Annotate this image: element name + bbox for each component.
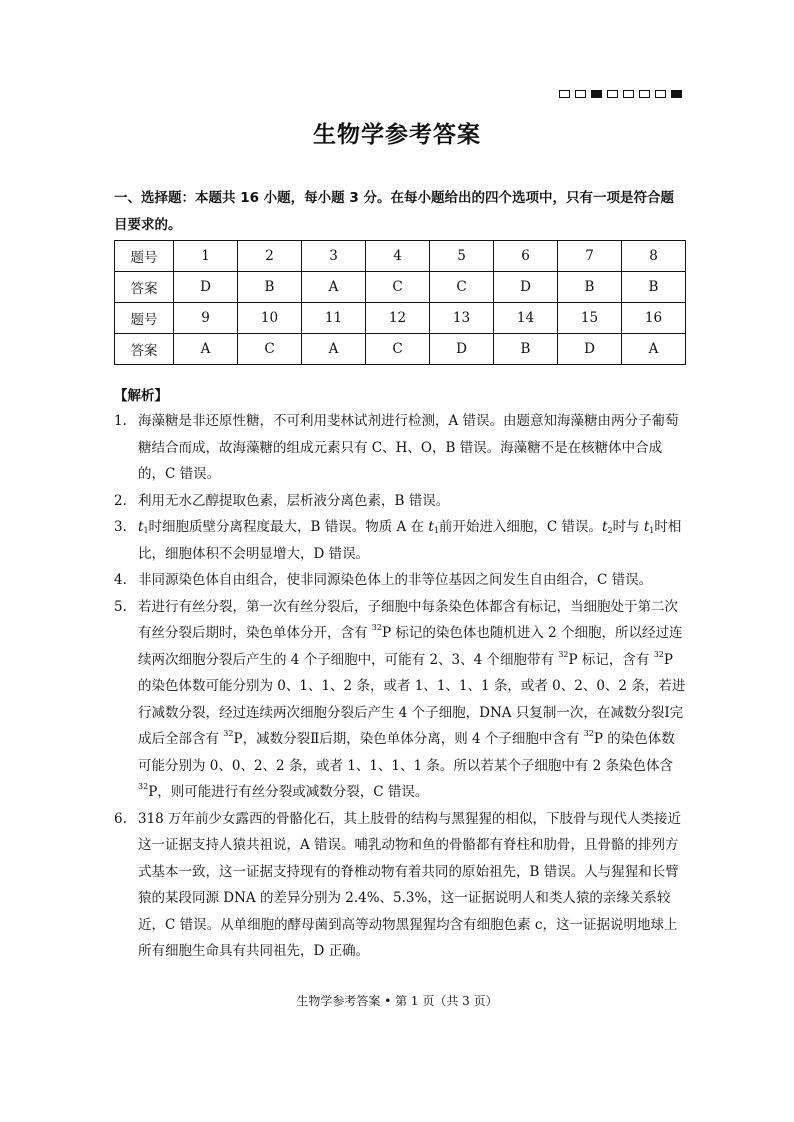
table-cell: A — [174, 334, 238, 365]
table-cell: 7 — [558, 241, 622, 272]
table-cell: A — [302, 272, 366, 303]
item-text: 时细胞质壁分离程度最大，B 错误。物质 A 在 — [148, 519, 429, 535]
table-cell: A — [622, 334, 686, 365]
t-symbol: t — [428, 519, 434, 535]
table-cell: C — [366, 334, 430, 365]
item-text: 若进行有丝分裂，第一次有丝分裂后，子细胞中每条染色体都含有标记，当细胞处于第二次有丝分裂后期时，染色单体分开，含有 — [138, 598, 678, 641]
code-box-empty — [639, 90, 650, 98]
element-p: P — [148, 784, 158, 800]
item-text: 非同源染色体自由组合，使非同源染色体上的非等位基因之间发生自由组合，C 错误。 — [138, 572, 653, 588]
element-p: P — [593, 731, 603, 747]
section-heading — [114, 185, 686, 239]
table-cell: C — [430, 272, 494, 303]
superscript: 32 — [558, 649, 569, 659]
subscript: 2 — [607, 526, 613, 535]
item-number: 2. — [114, 492, 127, 509]
table-cell: 3 — [302, 241, 366, 272]
table-cell: 11 — [302, 303, 366, 334]
table-row — [115, 334, 686, 365]
table-row-header: 题号 — [115, 303, 174, 334]
analysis-heading: 【解析】 — [114, 388, 168, 404]
table-cell: 12 — [366, 303, 430, 334]
table-cell: 9 — [174, 303, 238, 334]
subscript: 1 — [143, 526, 149, 535]
item-text: 利用无水乙醇提取色素，层析液分离色素，B 错误。 — [138, 492, 450, 509]
element-p: P — [663, 651, 673, 668]
table-cell: 15 — [558, 303, 622, 334]
table-row-header: 答案 — [115, 334, 174, 365]
superscript: 32 — [371, 623, 382, 632]
table-cell: D — [494, 272, 558, 303]
t-symbol: t — [643, 519, 650, 535]
item-text: 时相比，细胞体积不会明显增大，D 错误。 — [138, 519, 682, 562]
item-text: ，则可能进行有丝分裂或减数分裂，C 错误。 — [157, 784, 429, 800]
superscript: 32 — [583, 729, 594, 738]
item-text: 前开始进入细胞，C 错误。 — [438, 519, 603, 535]
analysis-list — [114, 408, 686, 965]
analysis-item-6 — [114, 806, 686, 965]
code-box-empty — [607, 90, 618, 98]
item-text: 标记，含有 — [577, 651, 654, 668]
t-symbol: t — [138, 519, 144, 535]
item-text: 时与 — [612, 519, 644, 535]
table-row — [115, 303, 686, 334]
element-p: P — [568, 651, 578, 668]
table-cell: B — [494, 334, 558, 365]
item-text: 标记的染色体也随机进入 2 个细胞，所以经过连续两次细胞分裂后产生的 4 个子细胞中，可能有 2、3、4 个细胞带有 — [138, 625, 683, 668]
item-number: 5. — [114, 598, 127, 615]
superscript: 32 — [653, 649, 664, 659]
item-number: 6. — [114, 810, 127, 827]
table-cell: 10 — [238, 303, 302, 334]
item-text: 的染色体数可能分别为 0、0、2、2 条，或者 1、1、1、1 条。所以若某个子细胞中有 2 条染色体含 — [138, 731, 675, 774]
table-row-header: 答案 — [115, 272, 174, 303]
table-cell: A — [302, 334, 366, 365]
table-cell: B — [558, 272, 622, 303]
table-cell: D — [558, 334, 622, 365]
table-row — [115, 241, 686, 272]
t-symbol: t — [602, 519, 608, 535]
code-box-filled — [591, 90, 602, 98]
element-p: P — [233, 731, 243, 747]
table-cell: 6 — [494, 241, 558, 272]
table-cell: D — [174, 272, 238, 303]
table-cell: 5 — [430, 241, 494, 272]
item-number: 1. — [114, 413, 127, 429]
superscript: 32 — [223, 729, 234, 738]
superscript: 32 — [138, 782, 149, 791]
code-box-empty — [575, 90, 586, 98]
element-p: P — [381, 625, 392, 641]
item-text: 318 万年前少女露西的骨骼化石，其上肢骨的结构与黑猩猩的相似，下肢骨与现代人类接近这一证据支持人猿共祖说，A 错误。哺乳动物和鱼的骨骼都有脊柱和肋骨，且骨骼的排列方式基本一致，这一证据支持现有的脊椎动物有着共同的原始祖先，B 错误。人与猩猩和长臂猿的某段同源 DNA 的差异分别为 2.4%、5.3%，这一证据说明人和类人猿的亲缘关系较近，C 错误。从单细胞的酵母菌到高等动物黑猩猩均含有细胞色素 c，这一证据说明地球上所有细胞生命具有共同祖先，D 正确。 — [138, 810, 682, 959]
table-cell: 14 — [494, 303, 558, 334]
table-cell: 2 — [238, 241, 302, 272]
section-heading-line2: 目要求的。 — [114, 217, 182, 233]
table-cell: 8 — [622, 241, 686, 272]
table-cell: B — [238, 272, 302, 303]
item-text: 的染色体数可能分别为 0、1、1、2 条，或者 1、1、1、1 条，或者 0、2、0、2 条，若进行减数分裂，经过连续两次细胞分裂后产生 4 个子细胞，DNA 只复制一次，在减数分裂Ⅰ完成后全部含有 — [138, 678, 686, 747]
exam-code-boxes — [559, 90, 682, 98]
analysis-item-1 — [114, 408, 686, 488]
item-text: 海藻糖是非还原性糖，不可利用斐林试剂进行检测，A 错误。由题意知海藻糖由两分子葡萄糖结合而成，故海藻糖的组成元素只有 C、H、O，B 错误。海藻糖不是在核糖体中合成的，C 错误。 — [138, 413, 679, 482]
table-row — [115, 272, 686, 303]
page-footer: 生物学参考答案 • 第 1 页（共 3 页） — [296, 994, 498, 1008]
table-cell: 13 — [430, 303, 494, 334]
code-box-filled — [671, 90, 682, 98]
subscript: 1 — [433, 526, 439, 535]
section-heading-line1: 一、选择题：本题共 16 小题，每小题 3 分。在每小题给出的四个选项中，只有一项是符合题 — [114, 190, 674, 206]
item-number: 4. — [114, 572, 127, 588]
table-cell: C — [366, 272, 430, 303]
code-box-empty — [559, 90, 570, 98]
table-cell: C — [238, 334, 302, 365]
table-row-header: 题号 — [115, 241, 174, 272]
subscript: 1 — [649, 526, 655, 535]
item-text: ，减数分裂Ⅱ后期，染色单体分离，则 4 个子细胞中含有 — [242, 731, 584, 747]
table-cell: B — [622, 272, 686, 303]
table-cell: 4 — [366, 241, 430, 272]
code-box-empty — [655, 90, 666, 98]
table-cell: 16 — [622, 303, 686, 334]
analysis-item-2 — [114, 488, 686, 515]
analysis-item-5 — [114, 594, 686, 806]
analysis-item-3 — [114, 514, 686, 567]
table-cell: 1 — [174, 241, 238, 272]
item-number: 3. — [114, 519, 127, 535]
table-cell: D — [430, 334, 494, 365]
code-box-empty — [623, 90, 634, 98]
answer-table — [114, 240, 686, 365]
analysis-item-4 — [114, 567, 686, 594]
page-title: 生物学参考答案 — [313, 121, 481, 148]
